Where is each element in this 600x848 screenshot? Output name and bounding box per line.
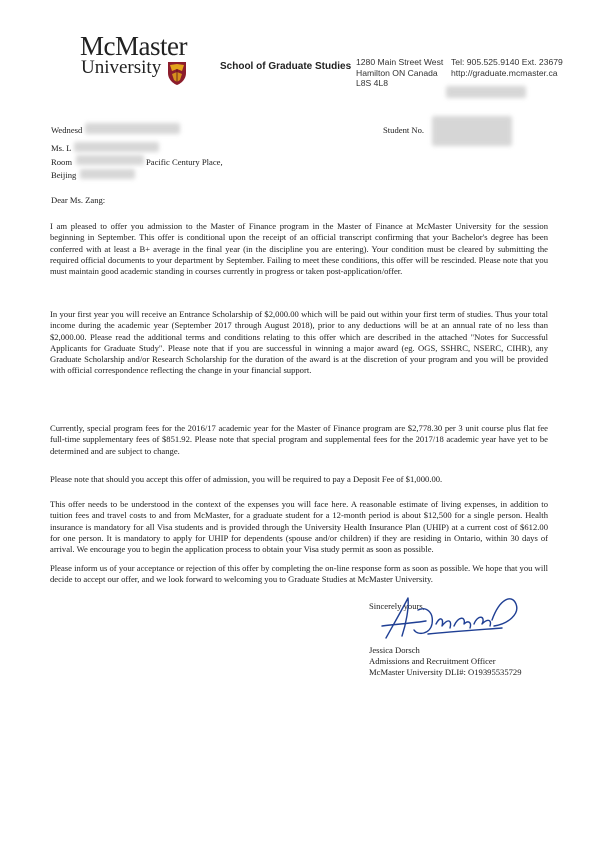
mailing-address: [356, 57, 443, 89]
logo-university: University: [81, 57, 162, 78]
paragraph-scholarship: In your first year you will receive an Entrance Scholarship of $2,000.00 which will be paid out within your first term of studies. Thus your total income during the academic year (September 2017 through August 2018), prior to any deductions will be at an annual rate of no less than $2,000.00. Please read the additional terms and conditions relating to this offer which are described in the attached "Notes for Successful Applicants for Graduate Study". Please note that if you are successful in winning a major award (eg. OGS, SSHRC, NSERC, CIHR), any Graduate Scholarship and/or Research Scholarship for the duration of the award is at the discretion of your program and you will be provided with official correspondence reflecting the change in your financial support.: [50, 309, 548, 376]
phone-number: Tel: 905.525.9140 Ext. 23679: [451, 57, 563, 67]
department-name: School of Graduate Studies: [220, 61, 352, 72]
redaction-mark: [80, 169, 135, 179]
closing: Sincerely yours,: [369, 601, 425, 611]
signer-name: Jessica Dorsch: [369, 645, 420, 655]
recipient-address-start: Room: [51, 157, 73, 167]
recipient-address-end: Pacific Century Place,: [146, 157, 223, 167]
website-url: http://graduate.mcmaster.ca: [451, 67, 558, 78]
address-line: L8S 4L8: [356, 78, 389, 88]
date-label: Wednesd: [51, 125, 83, 135]
student-number-label: Student No.: [383, 125, 425, 135]
paragraph-expenses: This offer needs to be understood in the context of the expenses you will face here. A reasonable estimate of living expenses, in addition to tuition fees and travel costs to and from McMaster, for a graduate student for a 12-month period is about $12,500 for a single person. Health insurance is mandatory for all Visa students and is provided through the University Health Insurance Plan (UHIP) at a current cost of $612.00 for one person. It is mandatory to apply for UHIP for dependents (spouse and/or children) if they are residing in Ontario, within 30 days of arrival. We encourage you to begin the application process to obtain your Visa study permit as soon as possible.: [50, 499, 548, 555]
paragraph-response: Please inform us of your acceptance or rejection of this offer by completing the on-line response form as soon as possible. We hope that you will decide to accept our offer, and we look forward to welcoming you to Graduate Studies at McMaster University.: [50, 563, 548, 585]
recipient-name: Ms. L: [51, 143, 72, 153]
logo-mcmaster: McMaster: [80, 31, 187, 61]
recipient-city: Beijing: [51, 170, 77, 180]
redaction-mark: [74, 142, 159, 152]
address-line: Hamilton ON Canada: [356, 67, 438, 78]
redaction-mark: [76, 155, 144, 165]
address-line: 1280 Main Street West: [356, 57, 444, 67]
crest-icon: [166, 60, 188, 86]
salutation: Dear Ms. Zang:: [51, 195, 106, 205]
paragraph-deposit: Please note that should you accept this offer of admission, you will be required to pay a Deposit Fee of $1,000.00.: [50, 474, 443, 484]
redaction-mark: [446, 86, 526, 98]
paragraph-admission: I am pleased to offer you admission to the Master of Finance program in the Master of Finance at McMaster University for the session beginning in September. This offer is conditional upon the receipt of an official transcript confirming that your Bachelor's degree has been conferred with at least a B+ average in the final year (in the discipline you are entering). Your condition must be cleared by submitting the required official documents to your department by September. Failing to meet these conditions, this offer will be rescinded. Please note that you must maintain good academic standing in courses currently in progress or taken post-application/offer.: [50, 221, 548, 277]
redaction-mark: [85, 123, 180, 134]
signer-dli: McMaster University DLI#: O19395535729: [369, 667, 522, 677]
signature-image: [378, 590, 523, 646]
paragraph-fees: Currently, special program fees for the 2016/17 academic year for the Master of Finance program are $2,778.30 per 3 unit course plus flat fee full-time supplementary fees of $851.92. Please note that special program and supplemental fees for the 2017/18 academic year have yet to be determined and are subject to change.: [50, 423, 548, 456]
redaction-mark: [432, 116, 512, 146]
signer-title: Admissions and Recruitment Officer: [369, 656, 496, 666]
contact-info: [451, 57, 563, 78]
